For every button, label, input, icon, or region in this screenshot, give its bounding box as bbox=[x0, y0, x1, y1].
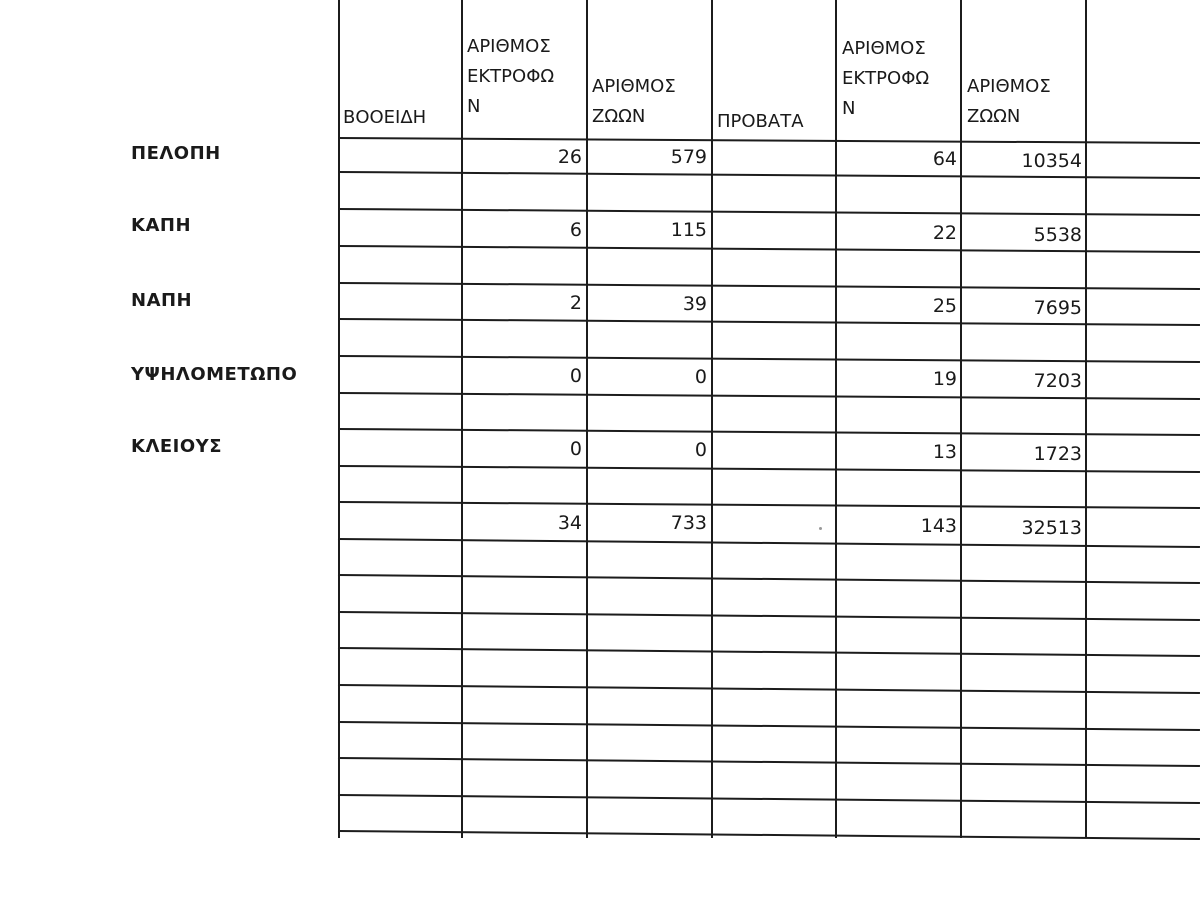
header-cattle-animals-line1: ΑΡΙΘΜΟΣ bbox=[592, 76, 676, 97]
header-sheep-farms-line2: ΕΚΤΡΟΦΩ bbox=[842, 68, 930, 89]
table-column-line bbox=[1085, 0, 1087, 838]
cell-kapi-sheep-farms: 22 bbox=[932, 222, 957, 244]
cell-napi-sheep-farms: 25 bbox=[932, 295, 957, 317]
header-sheep-farms-line1: ΑΡΙΘΜΟΣ bbox=[842, 38, 926, 59]
cell-ypsilometopo-sheep-animals: 7203 bbox=[1033, 370, 1082, 392]
table-row-line bbox=[338, 574, 1200, 584]
scan-speck bbox=[819, 527, 822, 530]
header-cattle bbox=[343, 103, 426, 133]
header-sheep-farms bbox=[842, 34, 929, 124]
table-row-line bbox=[338, 794, 1200, 804]
cell-kapi-cattle-animals: 115 bbox=[670, 219, 707, 241]
table-row-line bbox=[338, 318, 1200, 326]
header-cattle-animals-line2: ΖΩΩΝ bbox=[592, 106, 646, 127]
table-row-line bbox=[338, 137, 1200, 144]
header-cattle-farms-line3: Ν bbox=[467, 96, 481, 117]
total-cattle-farms: 34 bbox=[557, 512, 582, 534]
table-column-line bbox=[338, 0, 340, 838]
cell-napi-cattle-animals: 39 bbox=[682, 293, 707, 315]
cell-pelopi-sheep-animals: 10354 bbox=[1021, 150, 1082, 172]
header-sheep-animals-line1: ΑΡΙΘΜΟΣ bbox=[967, 76, 1051, 97]
header-cattle-farms-line2: ΕΚΤΡΟΦΩ bbox=[467, 66, 555, 87]
table-row-line bbox=[338, 830, 1200, 840]
cell-napi-sheep-animals: 7695 bbox=[1033, 297, 1082, 319]
cell-kleious-sheep-farms: 13 bbox=[932, 441, 957, 463]
row-label-napi: ΝΑΠΗ bbox=[131, 290, 193, 311]
table-row-line bbox=[338, 208, 1200, 216]
table-row-line bbox=[338, 428, 1200, 436]
cell-ypsilometopo-sheep-farms: 19 bbox=[932, 368, 957, 390]
table-row-line bbox=[338, 721, 1200, 731]
header-sheep bbox=[717, 107, 804, 137]
header-cattle-animals bbox=[592, 72, 676, 132]
table-row-line bbox=[338, 538, 1200, 548]
header-cattle-farms-line1: ΑΡΙΘΜΟΣ bbox=[467, 36, 551, 57]
cell-ypsilometopo-cattle-farms: 0 bbox=[569, 365, 582, 387]
cell-kleious-sheep-animals: 1723 bbox=[1033, 443, 1082, 465]
total-sheep-animals: 32513 bbox=[1021, 517, 1082, 539]
table-row-line bbox=[338, 757, 1200, 767]
cell-pelopi-cattle-animals: 579 bbox=[670, 146, 707, 168]
table-column-line bbox=[586, 0, 588, 838]
header-cattle-label: ΒΟΟΕΙΔΗ bbox=[343, 107, 427, 128]
header-sheep-animals-line2: ΖΩΩΝ bbox=[967, 106, 1021, 127]
cell-kleious-cattle-farms: 0 bbox=[569, 438, 582, 460]
header-cattle-farms bbox=[467, 32, 554, 122]
table-row-line bbox=[338, 501, 1200, 509]
row-label-pelopi: ΠΕΛΟΠΗ bbox=[131, 143, 221, 164]
cell-pelopi-sheep-farms: 64 bbox=[932, 148, 957, 170]
table-row-line bbox=[338, 684, 1200, 694]
total-cattle-animals: 733 bbox=[670, 512, 707, 534]
header-sheep-animals bbox=[967, 72, 1051, 132]
row-label-kleious: ΚΛΕΙΟΥΣ bbox=[131, 436, 223, 457]
cell-ypsilometopo-cattle-animals: 0 bbox=[694, 366, 707, 388]
row-label-kapi: ΚΑΠΗ bbox=[131, 215, 192, 236]
table-row-line bbox=[338, 392, 1200, 400]
table-row-line bbox=[338, 647, 1200, 657]
table-column-line bbox=[711, 0, 713, 838]
cell-napi-cattle-farms: 2 bbox=[569, 292, 582, 314]
table-row-line bbox=[338, 245, 1200, 253]
cell-kleious-cattle-animals: 0 bbox=[694, 439, 707, 461]
header-sheep-label: ΠΡΟΒΑΤΑ bbox=[717, 111, 804, 132]
header-sheep-farms-line3: Ν bbox=[842, 98, 856, 119]
table-column-line bbox=[835, 0, 837, 838]
table-row-line bbox=[338, 171, 1200, 179]
table-row-line bbox=[338, 355, 1200, 363]
cell-kapi-cattle-farms: 6 bbox=[569, 219, 582, 241]
total-sheep-farms: 143 bbox=[920, 515, 957, 537]
cell-pelopi-cattle-farms: 26 bbox=[557, 146, 582, 168]
row-label-ypsilometopo: ΥΨΗΛΟΜΕΤΩΠΟ bbox=[131, 364, 298, 385]
table-row-line bbox=[338, 611, 1200, 621]
table-row-line bbox=[338, 465, 1200, 473]
table-column-line bbox=[960, 0, 962, 838]
table-column-line bbox=[461, 0, 463, 838]
table-row-line bbox=[338, 282, 1200, 290]
cell-kapi-sheep-animals: 5538 bbox=[1033, 224, 1082, 246]
